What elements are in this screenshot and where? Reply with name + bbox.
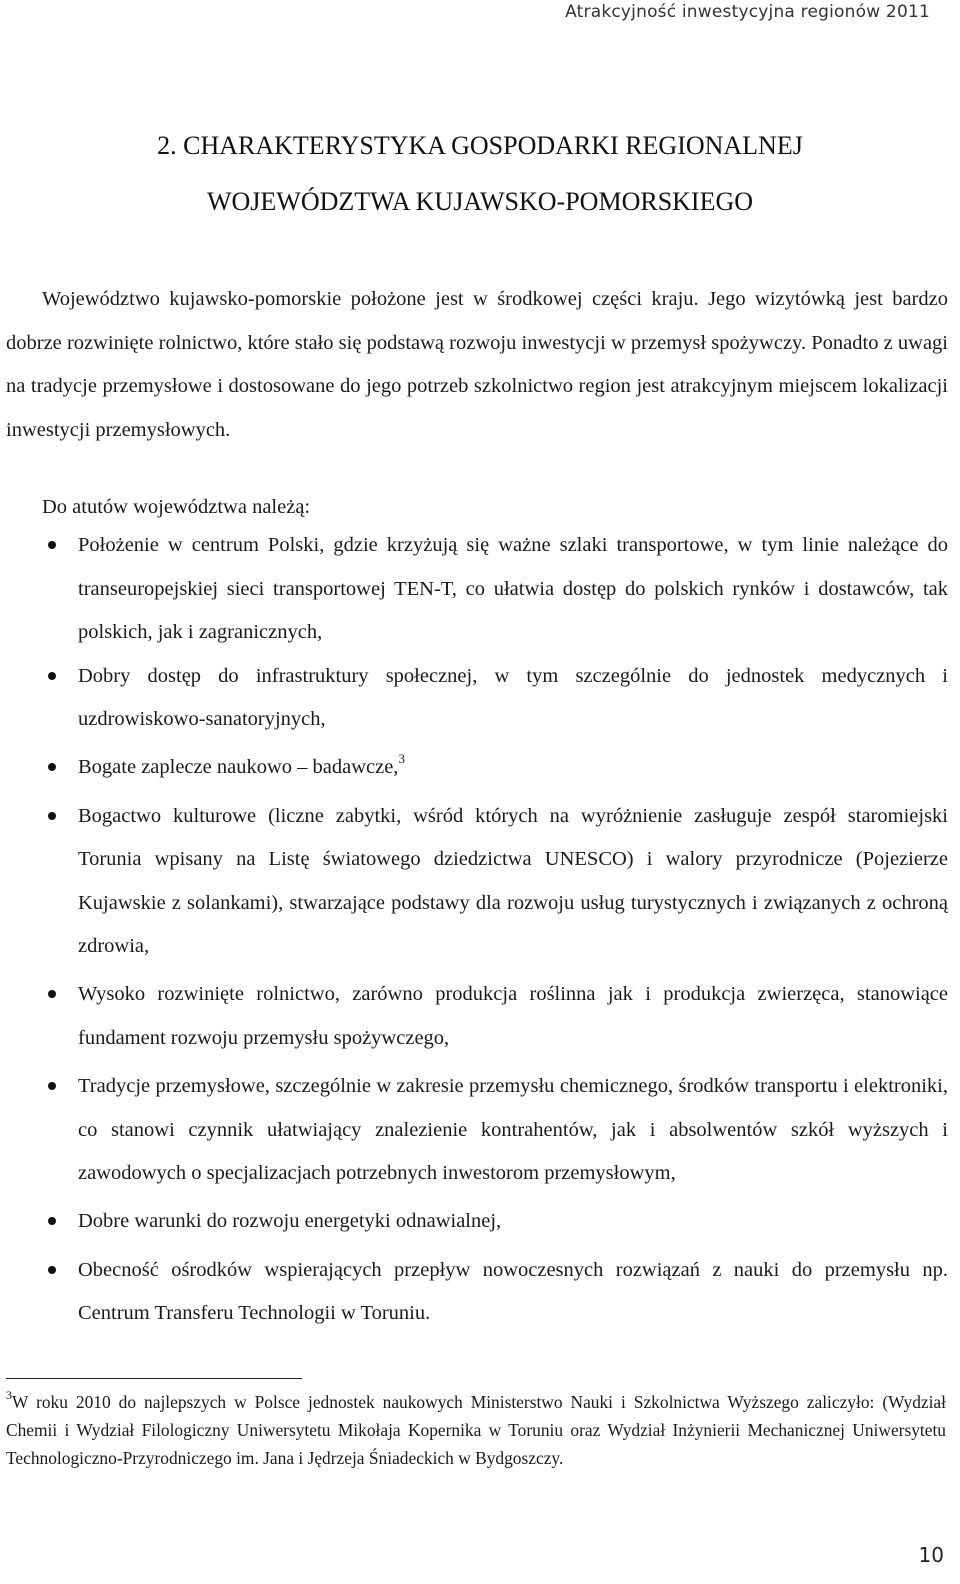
chapter-title-line-1: 2. CHARAKTERYSTYKA GOSPODARKI REGIONALNEJ	[157, 131, 803, 160]
footnote	[6, 1388, 946, 1472]
footnote-reference: 3	[398, 751, 405, 767]
list-item	[0, 1065, 948, 1196]
list-item	[0, 973, 948, 1060]
chapter-heading	[0, 118, 960, 230]
list-item	[0, 795, 948, 969]
list-item	[0, 1249, 948, 1336]
assets-list	[0, 524, 948, 1340]
assets-lead: Do atutów województwa należą:	[42, 496, 311, 518]
running-header: Atrakcyjność inwestycyjna regionów 2011	[565, 2, 930, 22]
bullet-icon	[48, 990, 56, 998]
footnote-marker: 3	[6, 1388, 12, 1402]
bullet-icon	[48, 812, 56, 820]
bullet-icon	[48, 541, 56, 549]
list-item-text: Wysoko rozwinięte rolnictwo, zarówno produkcja roślinna jak i produkcja zwierzęca, stanowiące fundament rozwoju przemysłu spożywczego,	[78, 983, 948, 1050]
list-item-text: Tradycje przemysłowe, szczególnie w zakresie przemysłu chemicznego, środków transportu i elektroniki, co stanowi czynnik ułatwiający znalezienie kontrahentów, jak i absolwentów szkół wyższych i zawodowych o specjalizacjach potrzebnych inwestorom przemysłowym,	[78, 1075, 948, 1185]
list-item-text: Dobre warunki do rozwoju energetyki odnawialnej,	[78, 1210, 502, 1233]
list-item	[0, 746, 948, 790]
bullet-icon	[48, 763, 56, 771]
list-item	[0, 655, 948, 742]
list-item-text	[78, 746, 948, 790]
list-item	[0, 524, 948, 655]
bullet-icon	[48, 1217, 56, 1225]
chapter-title-line-2: WOJEWÓDZTWA KUJAWSKO-POMORSKIEGO	[206, 187, 754, 216]
list-item-text: Położenie w centrum Polski, gdzie krzyżują się ważne szlaki transportowe, w tym linie należące do transeuropejskiej sieci transportowej TEN-T, co ułatwia dostęp do polskich rynków i dostawców, tak polskich, jak i zagranicznych,	[78, 534, 948, 644]
bullet-icon	[48, 1266, 56, 1274]
list-item-text: Obecność ośrodków wspierających przepływ nowoczesnych rozwiązań z nauki do przemysłu np. Centrum Transferu Technologii w Toruniu.	[78, 1258, 948, 1325]
footnote-text: W roku 2010 do najlepszych w Polsce jednostek naukowych Ministerstwo Nauki i Szkolnictwa Wyższego zaliczyło: (Wydział Chemii i Wydział Filologiczny Uniwersytetu Mikołaja Kopernika w Toruniu oraz Wydział Inżynierii Mechanicznej Uniwersytetu Technologiczno-Przyrodniczego im. Jana i Jędrzeja Śniadeckich w Bydgoszczy.	[6, 1392, 946, 1468]
list-item	[0, 1200, 948, 1244]
list-item-text-body: Bogate zaplecze naukowo – badawcze,	[78, 756, 399, 779]
list-item-text: Dobry dostęp do infrastruktury społecznej, w tym szczególnie do jednostek medycznych i uzdrowiskowo-sanatoryjnych,	[78, 664, 948, 731]
list-item-text: Bogactwo kulturowe (liczne zabytki, wśród których na wyróżnienie zasługuje zespół staromiejski Torunia wpisany na Listę światowego dziedzictwa UNESCO) i walory przyrodnicze (Pojezierze Kujawskie z solankami), stwarzające podstawy dla rozwoju usług turystycznych i związanych z ochroną zdrowia,	[78, 804, 948, 958]
footnote-divider	[6, 1378, 302, 1379]
bullet-icon	[48, 672, 56, 680]
page-number: 10	[918, 1543, 944, 1567]
intro-paragraph: Województwo kujawsko-pomorskie położone jest w środkowej części kraju. Jego wizytówką jest bardzo dobrze rozwinięte rolnictwo, które stało się podstawą rozwoju inwestycji w przemysł spożywczy. Ponadto z uwagi na tradycje przemysłowe i dostosowane do jego potrzeb szkolnictwo region jest atrakcyjnym miejscem lokalizacji inwestycji przemysłowych.	[6, 288, 948, 441]
bullet-icon	[48, 1082, 56, 1090]
